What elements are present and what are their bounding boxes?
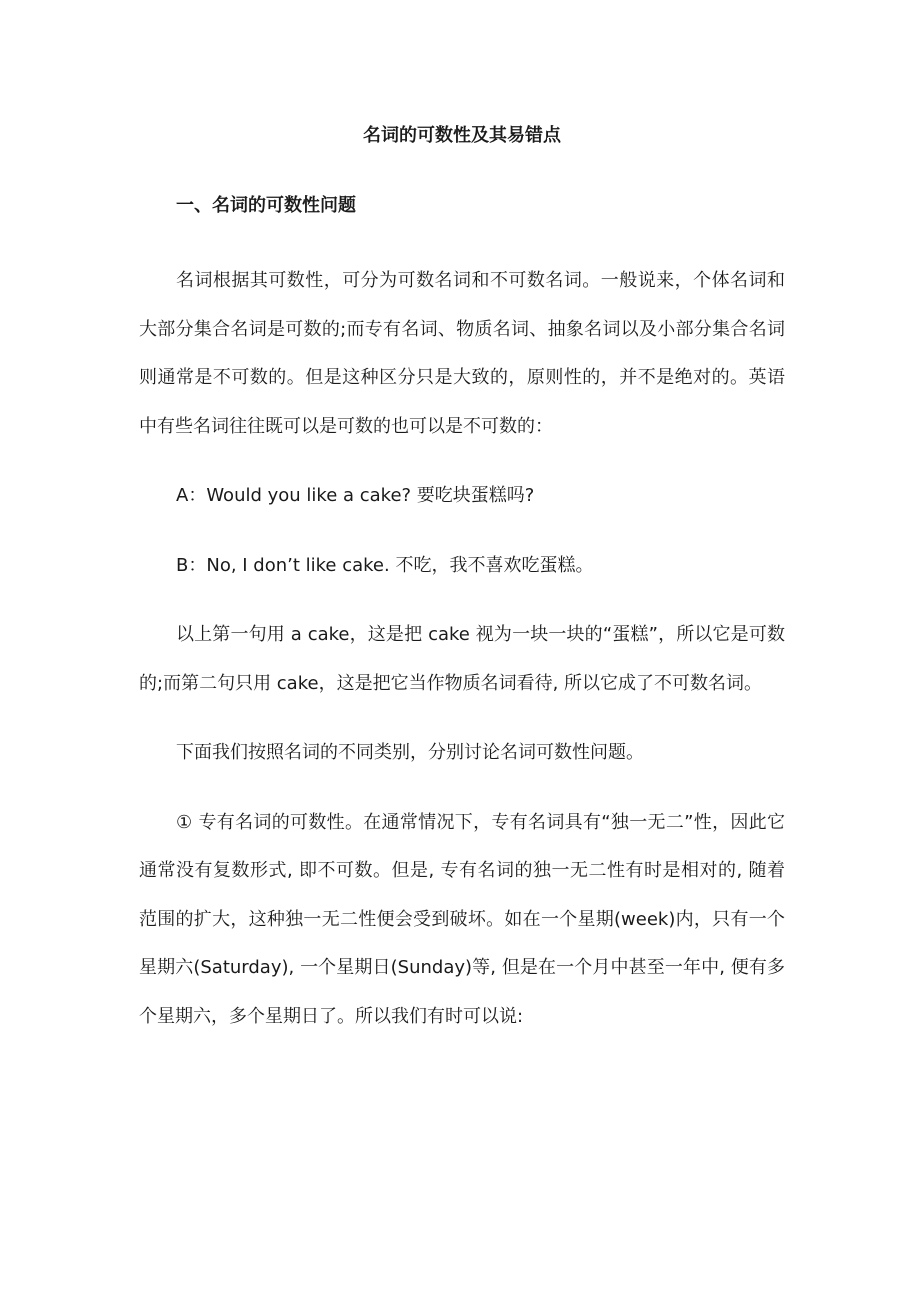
paragraph-intro: 名词根据其可数性，可分为可数名词和不可数名词。一般说来，个体名词和大部分集合名词是可数的;而专有名词、物质名词、抽象名词以及小部分集合名词则通常是不可数的。但是这种区分只是大致的，原则性的，并不是绝对的。英语中有些名词往往既可以是可数的也可以是不可数的： — [139, 270, 785, 437]
paragraph-proper-nouns: ① 专有名词的可数性。在通常情况下，专有名词具有“独一无二”性，因此它通常没有复数形式, 即不可数。但是, 专有名词的独一无二性有时是相对的, 随着范围的扩大，这种独一无二性便会受到破坏。如在一个星期(week)内，只有一个星期六(Saturday), 一个星期日(Sunday)等, 但是在一个月中甚至一年中, 便有多个星期六，多个星期日了。所以我们有时可以说: — [139, 811, 785, 1027]
example-sentence-a: A：Would you like a cake? 要吃块蛋糕吗? — [176, 485, 535, 506]
paragraph-explanation: 以上第一句用 a cake，这是把 cake 视为一块一块的“蛋糕”，所以它是可数的;而第二句只用 cake，这是把它当作物质名词看待, 所以它成了不可数名词。 — [139, 624, 785, 694]
document-body — [139, 118, 785, 1062]
section-heading: 一、名词的可数性问题 — [176, 195, 356, 216]
example-sentence-b: B：No, I don’t like cake. 不吃，我不喜欢吃蛋糕。 — [176, 554, 594, 576]
document-title: 名词的可数性及其易错点 — [363, 125, 561, 146]
paragraph-transition: 下面我们按照名词的不同类别，分别讨论名词可数性问题。 — [176, 742, 644, 763]
